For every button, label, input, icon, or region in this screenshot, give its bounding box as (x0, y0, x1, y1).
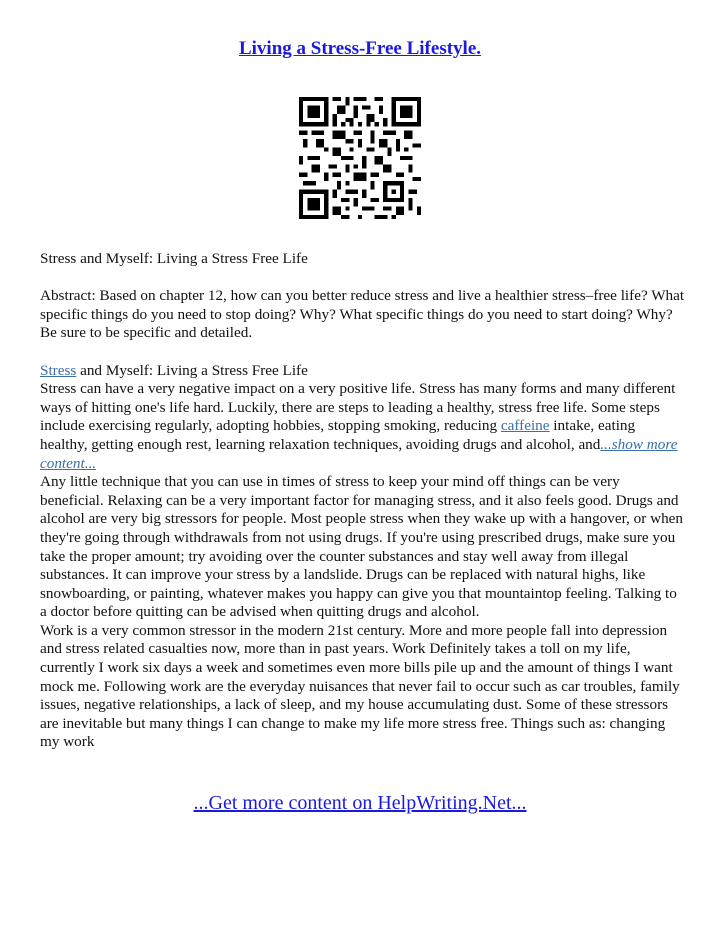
document-title (0, 38, 720, 60)
title-link[interactable]: Living a Stress-Free Lifestyle. (238, 38, 482, 59)
paragraph-intro-continued: intake, eating healthy, getting enough rest, learning relaxation techniques, avoiding drugs and alcohol, and (40, 417, 636, 453)
heading-stress-and-myself: Stress and Myself: Living a Stress Free Life (40, 250, 308, 267)
stress-link[interactable]: Stress (40, 361, 77, 379)
footer (0, 792, 720, 815)
paragraph-techniques: Any little technique that you can use in times of stress to keep your mind off things can be very beneficial. Relaxing can be a very important factor for managing stress, and it also feels good. Drugs and alcohol are very big stressors for people. Most people stress when they wake up with a hangover, or when they're going through withdrawals from not using drugs. If you're using prescribed drugs, make sure you take the proper amount; try avoiding over the counter substances and stay well away from illegal substances. It can improve your stress by a landslide. Drugs can be replaced with natural highs, like snowboarding, or painting, whatever makes you happy can give you that mountaintop feeling. Talking to a doctor before quitting can be advised when quitting drugs and alcohol. (40, 473, 683, 621)
paragraph-intro-text: Stress can have a very negative impact on a very positive life. Stress has many forms and many different ways of hitting one's life hard. Luckily, there are steps to leading a healthy, stress free life. Some steps include exercising regularly, adopting hobbies, stopping smoking, reducing (40, 380, 676, 435)
abstract-paragraph: Abstract: Based on chapter 12, how can you better reduce stress and live a healthier stress–free life? What specific things do you need to stop doing? Why? What specific things do you need to start doing? Why? Be sure to be specific and detailed. (40, 287, 685, 342)
paragraph-intro (40, 380, 685, 473)
subheading (40, 362, 685, 381)
show-more-link[interactable]: ...show more content... (40, 435, 678, 472)
subheading-rest: and Myself: Living a Stress Free Life (76, 361, 308, 379)
qr-code-icon (299, 97, 421, 219)
document-body (40, 250, 685, 752)
caffeine-link[interactable]: caffeine (500, 417, 550, 435)
get-more-content-link[interactable]: ...Get more content on HelpWriting.Net... (193, 792, 527, 814)
paragraph-work: Work is a very common stressor in the modern 21st century. More and more people fall into depression and stress related casualties now, more than in past years. Work Definitely takes a toll on my life, currently I work six days a week and sometimes even more bills pile up and the amount of things I want mock me. Following work are the everyday nuisances that never fail to occur such as car troubles, family issues, negative relationships, a lack of sleep, and my house accumulating dust. Some of these stressors are inevitable but many things I can change to make my life more stress free. Things such as: changing my work (40, 621, 680, 751)
